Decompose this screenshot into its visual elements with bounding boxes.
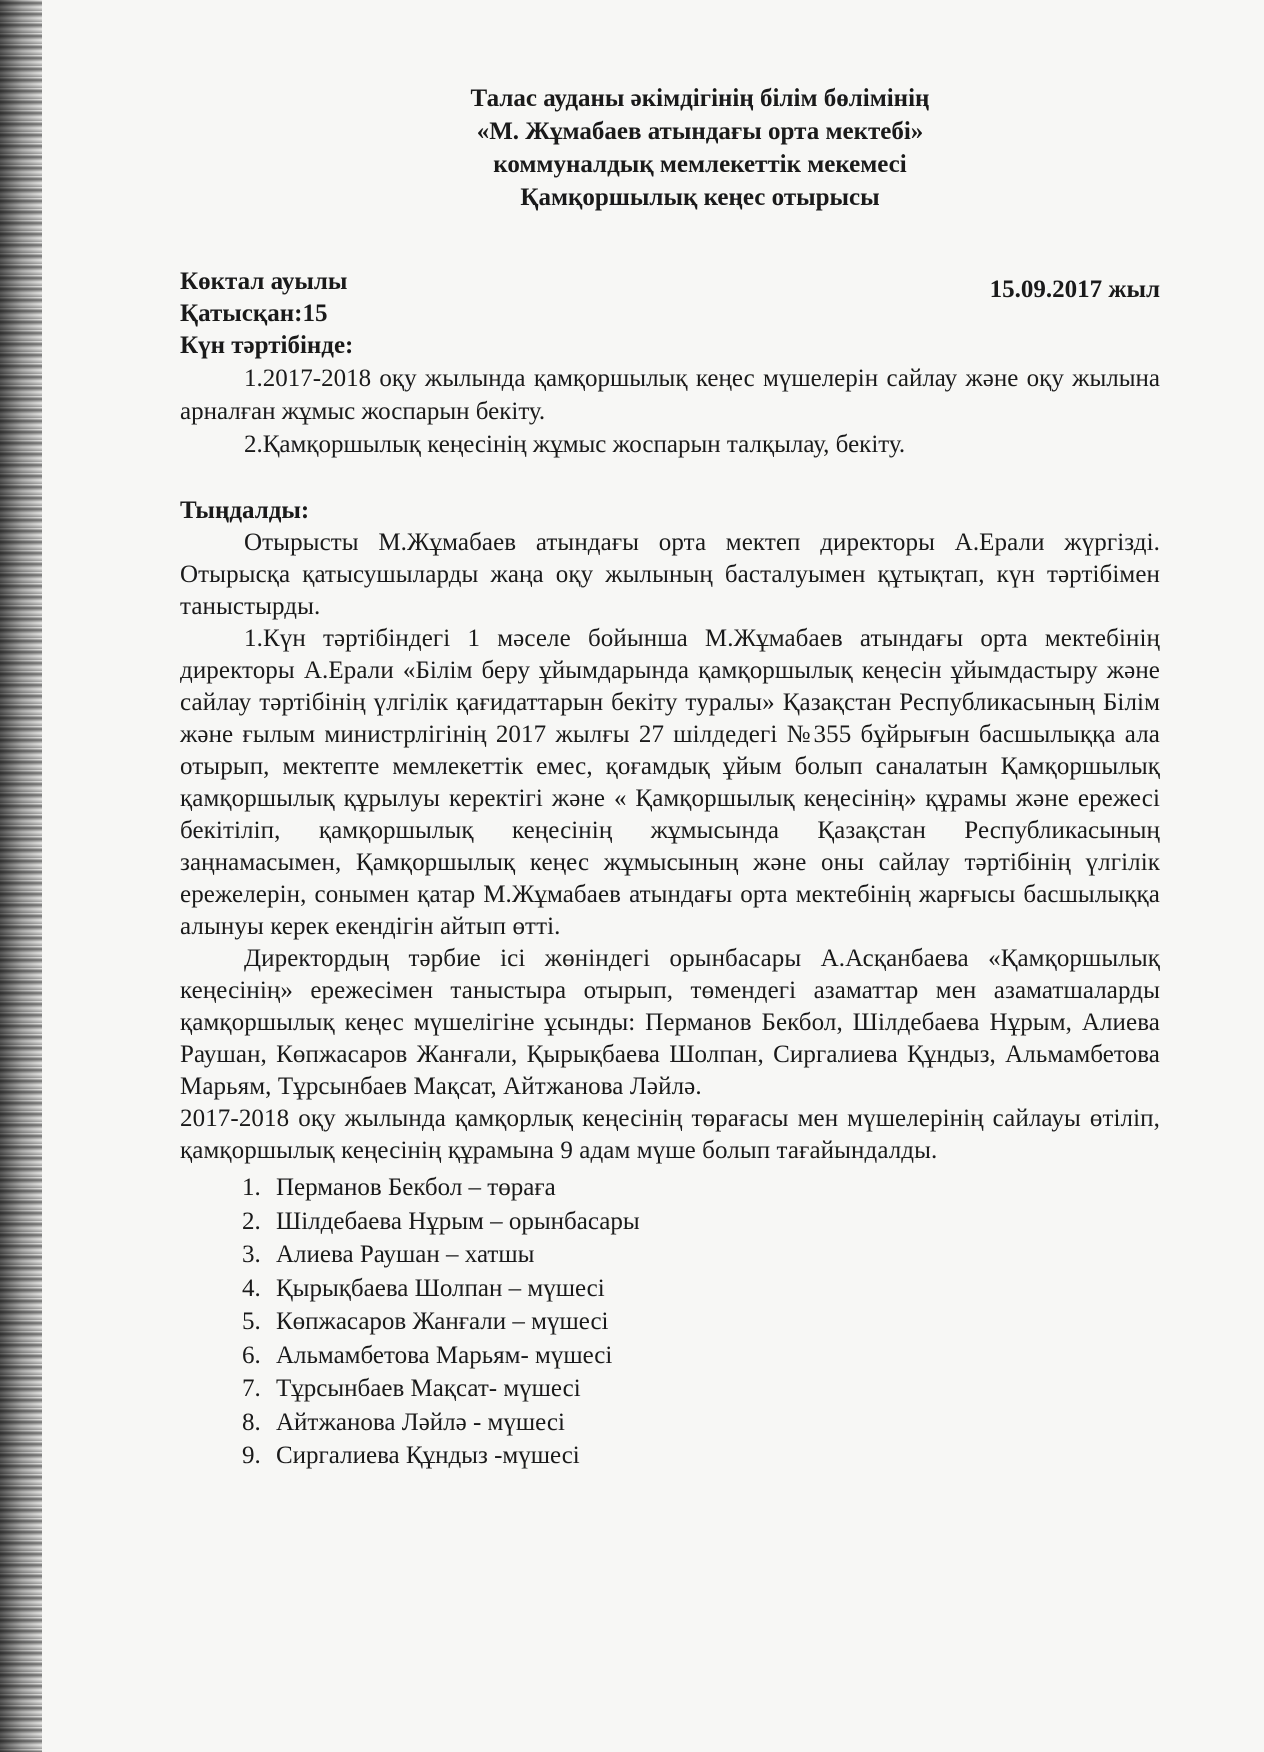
attendance-count: Қатысқан:15 [180,300,328,327]
list-item-number: 4. [242,1274,261,1302]
list-item-number: 3. [242,1241,261,1268]
list-item [180,1339,1160,1373]
list-item-text: Альмамбетова Марьям- мүшесі [276,1341,613,1369]
document-page [180,82,1160,1473]
list-item [180,1171,1160,1205]
list-item-number: 7. [242,1375,261,1402]
list-item-text: Шілдебаева Нұрым – орынбасары [276,1207,640,1235]
heard-paragraph-3: Директордың тәрбие ісі жөніндегі орынбасары А.Асқанбаева «Қамқоршылық кеңесінің» ережесімен таныстыра отырып, төмендегі азаматтар мен азаматшаларды қамқоршылық кеңес мүшелігіне ұсынды: Перманов Бекбол, Шілдебаева Нұрым, Алиева Раушан, Көпжасаров Жанғали, Қырықбаева Шолпан, Сиргалиева Құндыз, Альмамбетова Марьям, Тұрсынбаев Мақсат, Айтжанова Ләйлә. [180,945,1160,1100]
list-item-number: 5. [242,1308,261,1335]
heard-paragraph-1: Отырысты М.Жұмабаев атындағы орта мектеп директоры А.Ерали жүргізді. Отырысқа қатысушыларды жаңа оқу жылының басталуымен құтықтап, күн тәртібімен таныстырды. [180,529,1160,620]
header-line-school: «М. Жұмабаев атындағы орта мектебі» [476,118,924,145]
list-item [180,1305,1160,1339]
list-item [180,1238,1160,1272]
list-item-number: 1. [242,1174,261,1201]
list-item-number: 8. [242,1408,261,1436]
list-item-number: 9. [242,1442,261,1469]
header-line-department: Талас ауданы әкімдігінің білім бөлімінің [470,85,930,112]
village-name: Көктал ауылы [180,268,348,295]
list-item [180,1439,1160,1473]
list-item-text: Қырықбаева Шолпан – мүшесі [276,1274,605,1302]
council-members-list [180,1171,1160,1473]
scan-shadow-edge [0,0,42,1752]
list-item-number: 6. [242,1341,261,1369]
agenda-list [180,362,1160,461]
list-item-text: Перманов Бекбол – төраға [276,1174,556,1201]
meeting-date: 15.09.2017 жыл [989,276,1160,303]
list-item [180,1272,1160,1306]
list-item [180,1406,1160,1440]
agenda-title: Күн тәртібінде: [180,332,354,359]
list-item-text: Алиева Раушан – хатшы [276,1241,535,1268]
list-item-number: 2. [242,1207,261,1235]
header-line-meeting: Қамқоршылық кеңес отырысы [520,184,880,211]
list-item [180,1205,1160,1239]
header-line-institution: коммуналдық мемлекеттік мекемесі [493,151,907,178]
document-header [240,82,1160,214]
list-item [180,1372,1160,1406]
list-item-text: Сиргалиева Құндыз -мүшесі [276,1442,580,1469]
list-item-text: Айтжанова Ләйлә - мүшесі [276,1408,565,1436]
heard-section-title: Тыңдалды: [180,497,310,524]
agenda-item-1: 1.2017-2018 оқу жылында қамқоршылық кеңес мүшелерін сайлау және оқу жылына арналған жұмыс жоспарын бекіту. [180,365,1160,425]
election-paragraph: 2017-2018 оқу жылында қамқорлық кеңесінің төрағасы мен мүшелерінің сайлауы өтіліп, қамқоршылық кеңесінің құрамына 9 адам мүше болып тағайындалды. [180,1105,1160,1164]
list-item-text: Көпжасаров Жанғали – мүшесі [276,1308,609,1335]
agenda-item-2: 2.Қамқоршылық кеңесінің жұмыс жоспарын талқылау, бекіту. [244,431,906,458]
meeting-meta [180,266,1160,362]
list-item-text: Тұрсынбаев Мақсат- мүшесі [276,1375,581,1402]
heard-paragraph-2: 1.Күн тәртібіндегі 1 мәселе бойынша М.Жұмабаев атындағы орта мектебінің директоры А.Ерали «Білім беру ұйымдарында қамқоршылық кеңесін ұйымдастыру және сайлау тәртібінің үлгілік қағидаттарын бекіту туралы» Қазақстан Республикасының Білім және ғылым министрлігінің 2017 жылғы 27 шілдедегі №355 бұйрығын басшылыққа ала отырып, мектепте мемлекеттік емес, қоғамдық ұйым болып саналатын Қамқоршылық қамқоршылық құрылуы керектігі және « Қамқоршылық кеңесінің» құрамы және ережесі бекітіліп, қамқоршылық кеңесінің жұмысында Қазақстан Республикасының заңнамасымен, Қамқоршылық кеңес жұмысының және оны сайлау тәртібінің үлгілік ережелерін, сонымен қатар М.Жұмабаев атындағы орта мектебінің жарғысы басшылыққа алынуы керек екендігін айтып өтті. [180,625,1160,940]
